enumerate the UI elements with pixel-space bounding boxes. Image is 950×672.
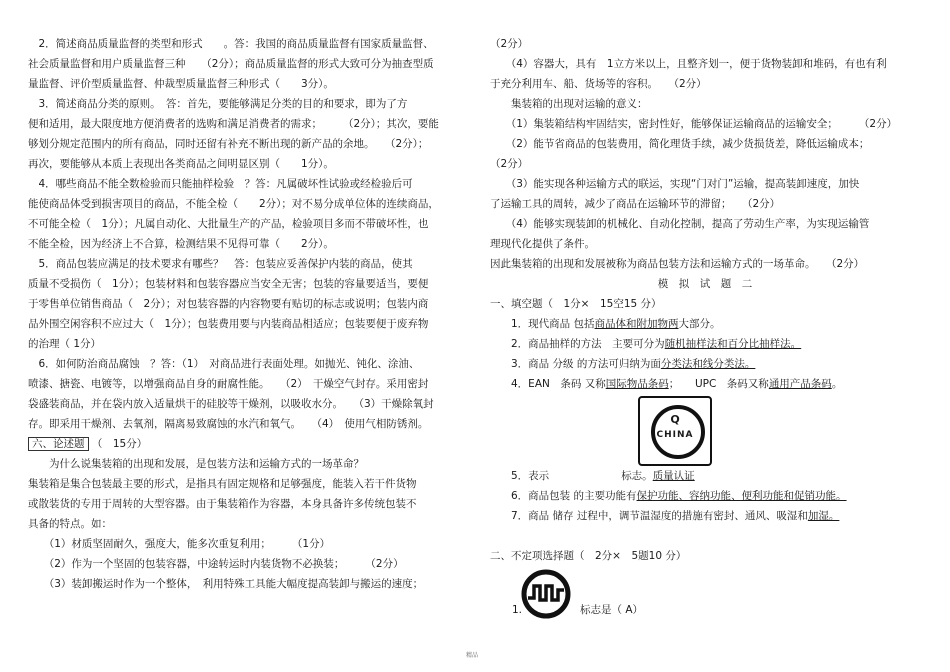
fill-question-3 [490,354,920,374]
text-line: 够划分规定范围内的所有商品，同时还留有补充不断出现的新产品的余地。 （2分）； [28,138,429,150]
section-points: （ 15分） [91,438,148,450]
fill-question-4 [490,374,920,394]
text-line: 的治理（ 1分） [28,338,102,350]
question-text: ； UPC 条码又称 [668,378,769,390]
china-quality-mark-icon [638,396,712,466]
text-line: （2）作为一个坚固的包装容器，中途转运时内装货物不必换装； （2分） [28,558,404,570]
text-line: 于充分利用车、船、货场等的容积。 （2分） [490,78,707,90]
text-line: 不能全检，因为经济上不合算，检测结果不见得可靠（ 2分）。 [28,238,334,250]
text-line: 具备的特点。如： [28,518,112,530]
right-column [490,34,920,620]
fill-question-7 [490,506,920,526]
mock-exam-title: 模 拟 试 题 二 [657,278,753,290]
text-line: 品外围空闲容积不应过大（ 1分）；包装费用要与内装商品相适应；包装要便于废弃物 [28,318,429,330]
section-six-heading [28,434,460,454]
text-line: 袋盛装商品，并在袋内放入适量烘干的硅胶等干燥剂，以吸收水分。 （3）干燥除氧封 [28,398,434,410]
mark-letter: Q [670,413,680,426]
section-label: 六、论述题 [28,437,89,451]
answer-text: 分类法和线分类法。 [660,358,756,370]
text-line: 2．简述商品质量监督的类型和形式 。答：我国的商品质量监督有国家质量监督、 [28,38,434,50]
question-text: 大部分。 [678,318,721,330]
text-line: （1）材质坚固耐久，强度大，能多次重复利用； （1分） [28,538,331,550]
answer-text: 通用产品条码 [768,378,832,390]
text-line: （2）能节省商品的包装费用，简化理货手续，减少货损货差，降低运输成本； [490,138,870,150]
text-line: （4）容器大，具有 1立方米以上，且整齐划一，便于货物装卸和堆码，有也有利 [490,58,887,70]
text-line: 便和适用，最大限度地方便消费者的选购和满足消费者的需求； （2分）；其次，要能 [28,118,439,130]
text-line: 喷漆、搪瓷、电镀等，以增强商品自身的耐腐性能。 （2） 干燥空气封存。采用密封 [28,378,429,390]
text-line: 3．简述商品分类的原则。 答：首先，要能够满足分类的目的和要求，即为了方 [28,98,408,110]
fill-question-2 [490,334,920,354]
quality-mark-row [490,394,920,466]
text-line: 量监督、评价型质量监督、仲裁型质量监督三种形式（ 3分）。 [28,78,334,90]
answer-text: 国际物品条码 [605,378,669,390]
text-line: 6．如何防治商品腐蚀 ？答：（1） 对商品进行表面处理。如抛光、钝化、涂油、 [28,358,420,370]
choice-question-1 [490,566,920,620]
question-text: 3．商品 分级 的方法可归纳为面 [490,358,661,370]
text-line: 集装箱是集合包装最主要的形式，是指具有固定规格和足够强度，能装入若干件货物 [28,478,417,490]
question-text: 4．EAN 条码 又称 [490,378,606,390]
answer-text: 随机抽样法和百分比抽样法。 [664,338,802,350]
text-line: 4．哪些商品不能全数检验而只能抽样检验 ？答：凡属破坏性试验或经检验后可 [28,178,413,190]
text-line: 理现代化提供了条件。 [490,238,595,250]
text-line: （3）装卸搬运时作为一个整体， 利用特殊工具能大幅度提高装卸与搬运的速度； [28,578,424,590]
question-text: 6．商品包装 的主要功能有 [490,490,637,502]
answer-text: 商品体和附加物两 [594,318,679,330]
text-line: （3）能实现各种运输方式的联运，实现“门对门”运输，提高装卸速度，加快 [490,178,860,190]
text-line: 因此集装箱的出现和发展被称为商品包装方法和运输方式的一场革命。 （2分） [490,258,865,270]
footer-mark: 精品 [466,652,479,659]
text-line: 5．商品包装应满足的技术要求有哪些？ 答：包装应妥善保护内装的商品，使其 [28,258,413,270]
answer-text: 质量认证 [652,470,695,482]
text-line: 存。即采用干燥剂、去氧剂，隔离易致腐蚀的水汽和氧气。 （4） 使用气相防锈剂。 [28,418,429,430]
text-line: （4）能够实现装卸的机械化、自动化控制，提高了劳动生产率，为实现运输管 [490,218,870,230]
text-line: 社会质量监督和用户质量监督三种 （2分）；商品质量监督的形式大致可分为抽查型质 [28,58,434,70]
fill-section-heading: 一、填空题（ 1分× 15空15 分） [490,298,662,310]
text-line: （1）集装箱结构牢固结实，密封性好，能够保证运输商品的运输安全； （2分） [490,118,898,130]
essay-question: 为什么说集装箱的出现和发展，是包装方法和运输方式的一场革命？ [28,458,364,470]
text-line: 或散装货的专用于周转的大型容器。由于集装箱作为容器，本身具备许多传统包装不 [28,498,417,510]
question-text: 2．商品抽样的方法 主要可分为 [490,338,665,350]
answer-text: 加湿。 [807,510,840,522]
mark-label: CHINA [656,430,694,440]
text-line: 质量不受损伤（ 1分）；包装材料和包装容器应当安全无害；包装的容量要适当，要便 [28,278,429,290]
question-text: 7．商品 储存 过程中，调节温湿度的措施有密封、通风、吸湿和 [490,510,808,522]
question-text: 1．现代商品 包括 [490,318,595,330]
answer-text: 保护功能、容纳功能、便利功能和促销功能。 [636,490,847,502]
question-text: 标志是（ A） [580,604,644,616]
text-line: 了运输工具的周转，减少了商品在运输环节的滞留； （2分） [490,198,781,210]
left-column [28,34,460,594]
question-text: 。 [831,378,843,390]
text-line: 再次，要能够从本质上表现出各类商品之间明显区别（ 1分）。 [28,158,334,170]
spacer [490,526,920,546]
question-number: 1. [512,604,523,616]
text-line: 不可能全检（ 1分）；凡属自动化、大批量生产的产品，检验项目多而不带破坏性，也 [28,218,429,230]
text-line: 集装箱的出现对运输的意义： [490,98,648,110]
text-line: （2分） [490,158,529,170]
text-line: 能使商品体受到损害项目的商品，不能全检（ 2分）；对不易分成单位体的连续商品， [28,198,439,210]
text-line: 于零售单位销售商品（ 2分）；对包装容器的内容物要有贴切的标志或说明；包装内商 [28,298,429,310]
question-text: 标志。 [621,470,653,482]
text-line: （2分） [490,38,529,50]
square-wave-signal-icon [518,568,574,620]
fill-question-5 [490,466,920,486]
fill-question-1 [490,314,920,334]
fill-question-6 [490,486,920,506]
question-text: 5．表示 [490,470,550,482]
choice-section-heading: 二、不定项选择题（ 2分× 5题10 分） [490,550,687,562]
